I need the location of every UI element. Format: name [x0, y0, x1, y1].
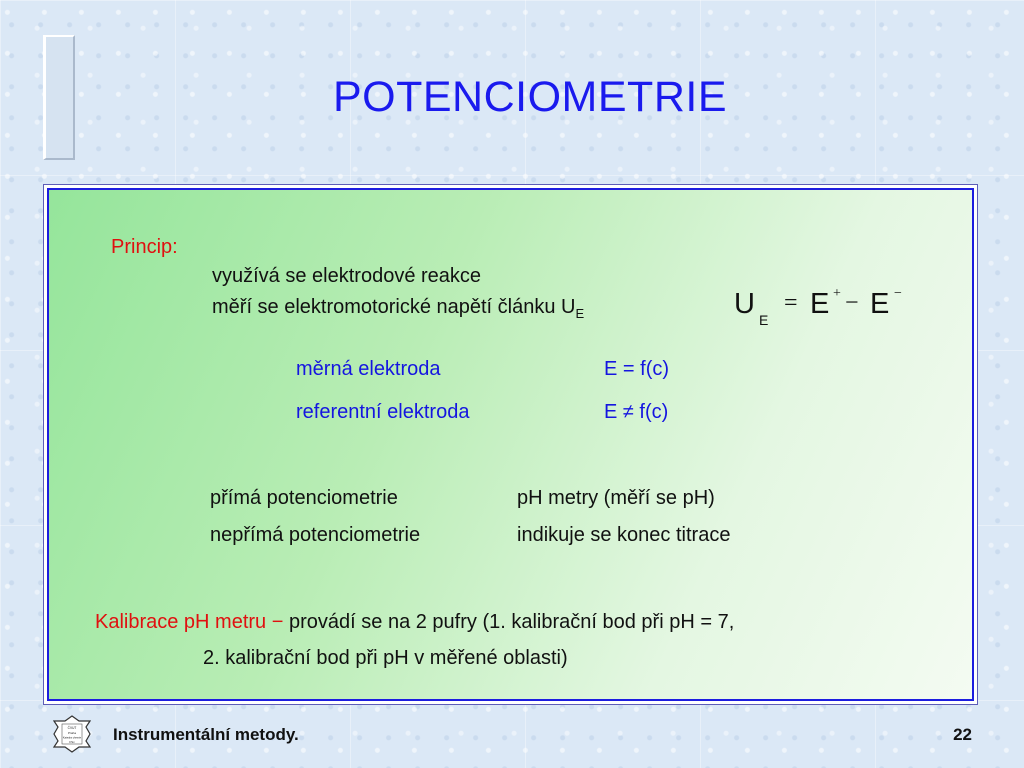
calibration-label: Kalibrace pH metru — [95, 611, 267, 633]
cell-voltage-formula: U E = E + − E − — [734, 286, 902, 328]
principle-line-2: měří se elektromotorické napětí článku $U_E$ — [212, 296, 585, 321]
electrode-name-2: referentní elektroda — [296, 401, 470, 423]
principle-line-1: využívá se elektrodové reakce — [212, 265, 482, 287]
svg-text:ČVUT: ČVUT — [67, 726, 77, 730]
electrode-relation-1: E = f(c) — [604, 358, 670, 380]
method-description-1: pH metry (měří se pH) — [517, 487, 715, 509]
svg-text:FSv: FSv — [69, 740, 75, 744]
principle-heading: Princip: — [111, 236, 178, 258]
calibration-line-2: 2. kalibrační bod při pH v měřené oblasti) — [203, 647, 568, 669]
svg-text:Praha: Praha — [67, 731, 77, 735]
slide-title: POTENCIOMETRIE — [332, 73, 728, 121]
footer-course-title: Instrumentální metody. — [113, 725, 299, 744]
electrode-name-1: měrná elektroda — [296, 358, 441, 380]
calibration-line-1: Kalibrace pH metru − provádí se na 2 pufry (1. kalibrační bod při pH = 7, — [95, 611, 735, 633]
method-name-2: nepřímá potenciometrie — [210, 524, 421, 546]
svg-text:Katedra chemie: Katedra chemie — [62, 736, 82, 740]
method-description-2: indikuje se konec titrace — [517, 524, 731, 546]
page-number: 22 — [953, 725, 972, 744]
university-logo-icon — [53, 715, 91, 753]
method-name-1: přímá potenciometrie — [210, 487, 398, 509]
electrode-relation-2: E ≠ f(c) — [604, 401, 669, 423]
